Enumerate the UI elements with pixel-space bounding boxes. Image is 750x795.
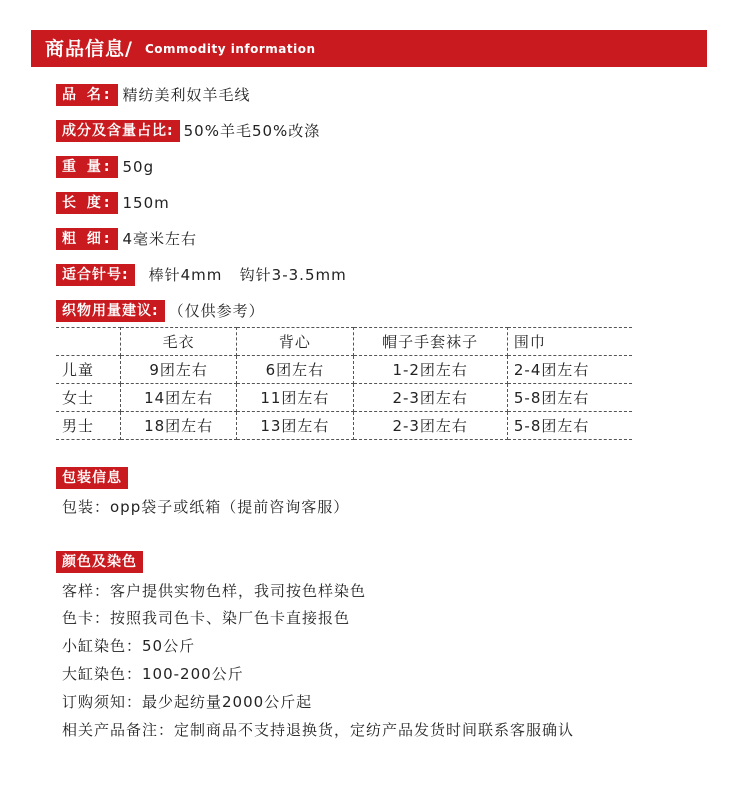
table-cell: 9团左右	[121, 356, 237, 384]
color-line: 订购须知：最少起纺量2000公斤起	[62, 693, 313, 711]
table-cell: 1-2团左右	[353, 356, 507, 384]
color-line: 相关产品备注：定制商品不支持退换货，定纺产品发货时间联系客服确认	[62, 721, 575, 739]
spec-label: 粗 细:	[56, 228, 118, 250]
table-header-cell: 围巾	[507, 328, 632, 356]
spec-row-length	[56, 192, 170, 214]
spec-row-thickness	[56, 228, 197, 250]
spec-row-composition	[56, 120, 320, 142]
spec-row-weight	[56, 156, 154, 178]
color-line: 小缸染色：50公斤	[62, 637, 196, 655]
spec-value: 150m	[122, 194, 170, 212]
packaging-section-title: 包装信息	[56, 467, 128, 489]
table-cell: 11团左右	[237, 384, 353, 412]
table-header-cell: 背心	[237, 328, 353, 356]
table-header-cell	[56, 328, 121, 356]
usage-table	[56, 327, 632, 440]
packaging-line: 包装：opp袋子或纸箱（提前咨询客服）	[62, 498, 350, 516]
table-row	[56, 412, 632, 440]
table-cell: 14团左右	[121, 384, 237, 412]
color-line: 客样：客户提供实物色样，我司按色样染色	[62, 582, 367, 600]
table-row	[56, 356, 632, 384]
table-cell: 5-8团左右	[507, 384, 632, 412]
table-cell: 6团左右	[237, 356, 353, 384]
spec-row-needle	[56, 264, 347, 286]
spec-value: 4毫米左右	[122, 230, 198, 248]
table-cell: 儿童	[56, 356, 121, 384]
table-cell: 男士	[56, 412, 121, 440]
spec-value: 50g	[122, 158, 155, 176]
spec-label: 长 度:	[56, 192, 118, 214]
table-cell: 18团左右	[121, 412, 237, 440]
page-subtitle: Commodity information	[145, 42, 316, 56]
color-line: 大缸染色：100-200公斤	[62, 665, 244, 683]
spec-value: 精纺美利奴羊毛线	[122, 86, 251, 104]
spec-label: 重 量:	[56, 156, 118, 178]
table-cell: 女士	[56, 384, 121, 412]
table-cell: 2-4团左右	[507, 356, 632, 384]
header-banner	[31, 30, 707, 67]
table-row	[56, 384, 632, 412]
color-section-title: 颜色及染色	[56, 551, 143, 573]
table-cell: 2-3团左右	[353, 384, 507, 412]
spec-row-name	[56, 84, 251, 106]
spec-row-usage	[56, 300, 265, 322]
spec-label: 适合针号:	[56, 264, 135, 286]
table-cell: 2-3团左右	[353, 412, 507, 440]
spec-label: 成分及含量占比:	[56, 120, 180, 142]
table-header-row	[56, 328, 632, 356]
color-line: 色卡：按照我司色卡、染厂色卡直接报色	[62, 609, 351, 627]
page-title: 商品信息/	[45, 38, 133, 60]
spec-value: 棒针4mm 钩针3-3.5mm	[148, 266, 347, 284]
table-cell: 5-8团左右	[507, 412, 632, 440]
table-header-cell: 帽子手套袜子	[353, 328, 507, 356]
table-header-cell: 毛衣	[121, 328, 237, 356]
spec-label: 品 名:	[56, 84, 118, 106]
spec-value: 50%羊毛50%改涤	[183, 122, 321, 140]
spec-label: 织物用量建议:	[56, 300, 165, 322]
table-cell: 13团左右	[237, 412, 353, 440]
spec-value: （仅供参考）	[168, 302, 265, 320]
